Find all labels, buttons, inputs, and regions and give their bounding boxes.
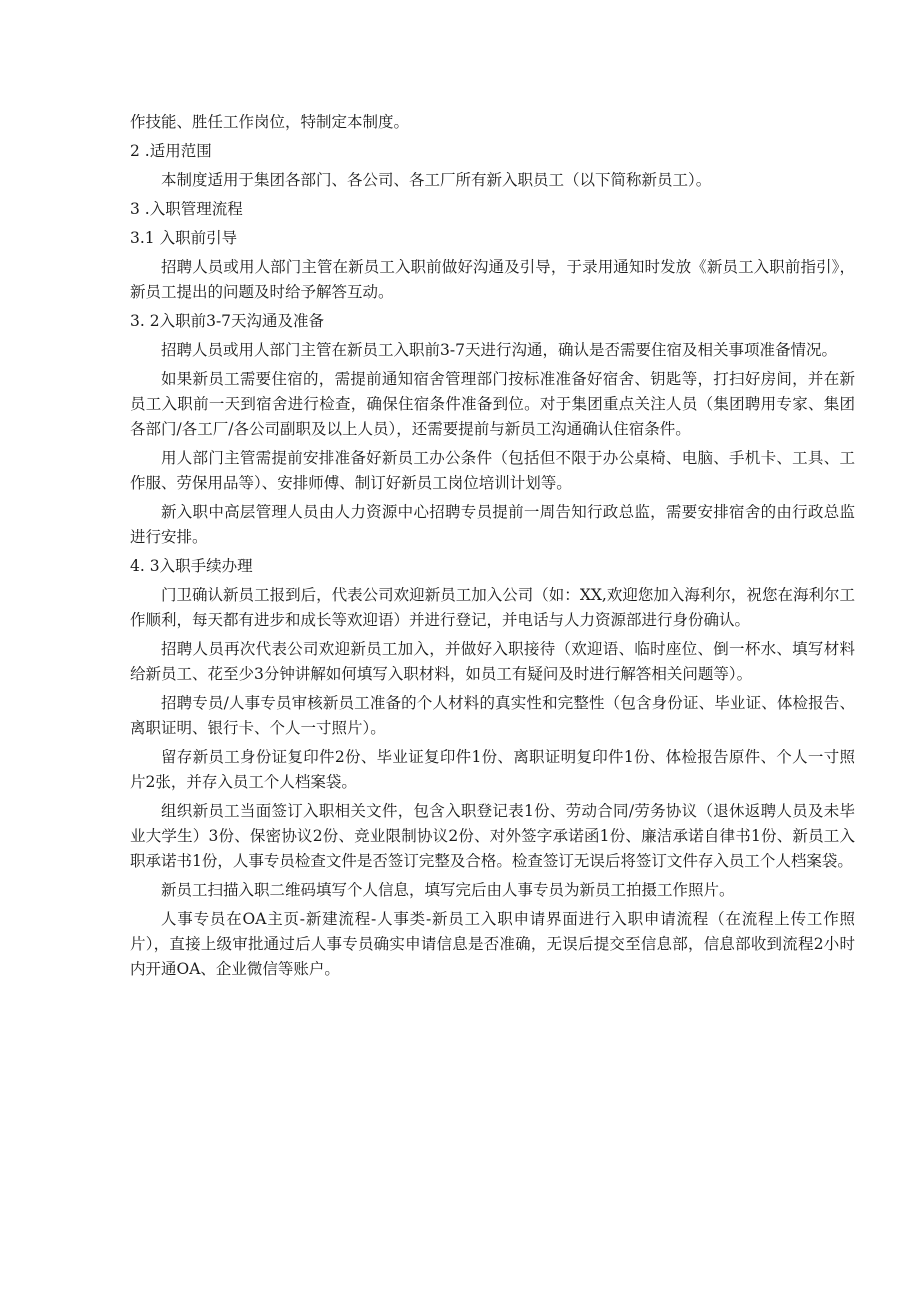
section-heading-scope: 2 .适用范围: [130, 142, 212, 160]
paragraph-4-3-a: 门卫确认新员工报到后，代表公司欢迎新员工加入公司（如：XX,欢迎您加入海利尔，祝您在海利尔工作顺利，每天都有进步和成长等欢迎语）并进行登记，并电话与人力资源部进行身份确认。: [130, 586, 855, 629]
intro-tail-line: 作技能、胜任工作岗位，特制定本制度。: [130, 113, 410, 131]
paragraph-4-3-g: 人事专员在OA主页-新建流程-人事类-新员工入职申请界面进行入职申请流程（在流程上传工作照片），直接上级审批通过后人事专员确实申请信息是否准确，无误后提交至信息部，信息部收到流程2小时内开通OA、企业微信等账户。: [130, 910, 855, 978]
paragraph-4-3-c: 招聘专员/人事专员审核新员工准备的个人材料的真实性和完整性（包含身份证、毕业证、体检报告、离职证明、银行卡、个人一寸照片）。: [130, 694, 855, 737]
paragraph-3-2-c: 用人部门主管需提前安排准备好新员工办公条件（包括但不限于办公桌椅、电脑、手机卡、工具、工作服、劳保用品等）、安排师傅、制订好新员工岗位培训计划等。: [130, 449, 855, 492]
document-body: [130, 110, 855, 986]
paragraph-3-2-b: 如果新员工需要住宿的，需提前通知宿舍管理部门按标准准备好宿舍、钥匙等，打扫好房间，并在新员工入职前一天到宿舍进行检查，确保住宿条件准备到位。对于集团重点关注人员（集团聘用专家、集团各部门/各工厂/各公司副职及以上人员），还需要提前与新员工沟通确认住宿条件。: [130, 370, 855, 438]
paragraph-4-3-f: 新员工扫描入职二维码填写个人信息，填写完后由人事专员为新员工拍摄工作照片。: [161, 881, 735, 899]
paragraph-4-3-d: 留存新员工身份证复印件2份、毕业证复印件1份、离职证明复印件1份、体检报告原件、个人一寸照片2张，并存入员工个人档案袋。: [130, 748, 855, 791]
paragraph-3-2-a: 招聘人员或用人部门主管在新员工入职前3-7天进行沟通，确认是否需要住宿及相关事项准备情况。: [161, 341, 837, 359]
paragraph-3-2-d: 新入职中高层管理人员由人力资源中心招聘专员提前一周告知行政总监，需要安排宿舍的由行政总监进行安排。: [130, 503, 855, 546]
section-heading-3-2: 3. 2入职前3-7天沟通及准备: [130, 312, 325, 330]
section-heading-3-1: 3.1 入职前引导: [130, 229, 238, 247]
section-heading-process: 3 .入职管理流程: [130, 200, 243, 218]
scope-paragraph: 本制度适用于集团各部门、各公司、各工厂所有新入职员工（以下简称新员工）。: [161, 171, 712, 189]
paragraph-4-3-b: 招聘人员再次代表公司欢迎新员工加入，并做好入职接待（欢迎语、临时座位、倒一杯水、填写材料给新员工、花至少3分钟讲解如何填写入职材料，如员工有疑问及时进行解答相关问题等）。: [130, 640, 855, 683]
paragraph-3-1: 招聘人员或用人部门主管在新员工入职前做好沟通及引导，于录用通知时发放《新员工入职前指引》，新员工提出的问题及时给予解答互动。: [130, 258, 855, 301]
paragraph-4-3-e: 组织新员工当面签订入职相关文件，包含入职登记表1份、劳动合同/劳务协议（退休返聘人员及未毕业大学生）3份、保密协议2份、竞业限制协议2份、对外签字承诺函1份、廉洁承诺自律书1份、新员工入职承诺书1份，人事专员检查文件是否签订完整及合格。检查签订无误后将签订文件存入员工个人档案袋。: [130, 802, 855, 870]
section-heading-4-3: 4. 3入职手续办理: [130, 557, 253, 575]
